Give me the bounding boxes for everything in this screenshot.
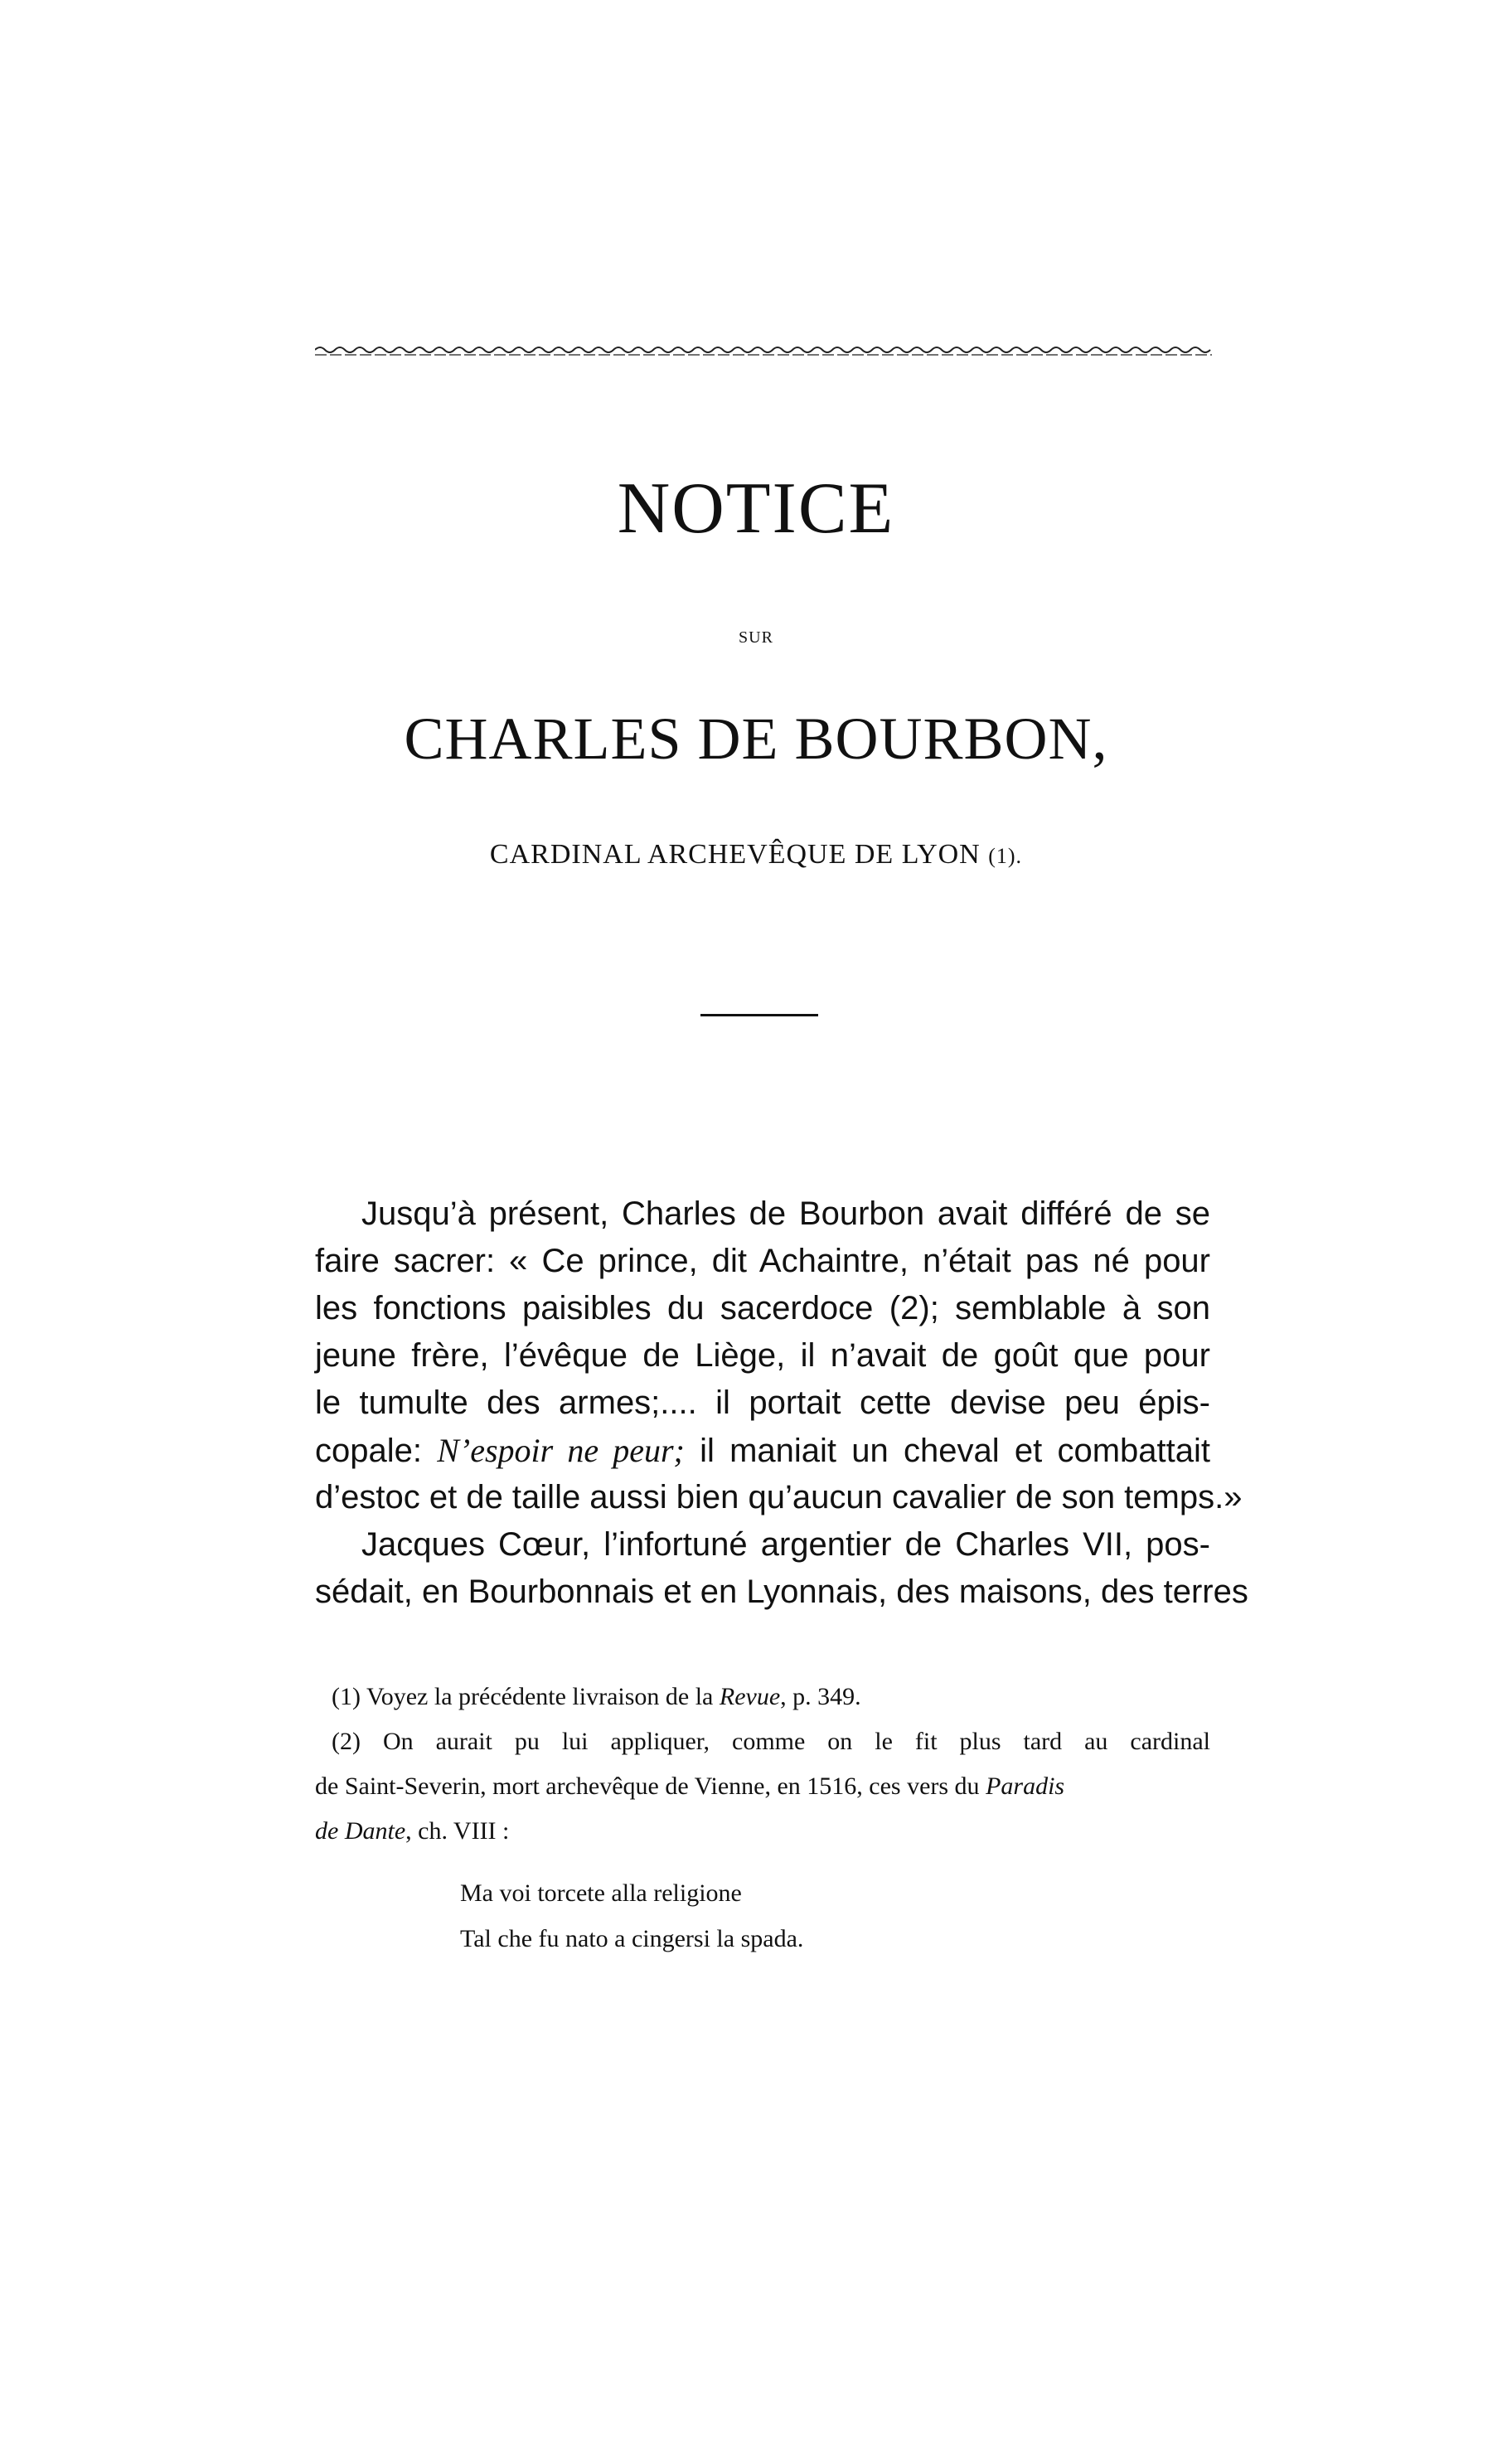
text-run: (1) Voyez la précédente livraison de la [332,1683,720,1710]
paragraph1-line: Jusqu’à présent, Charles de Bourbon avait différé de se [361,1195,1210,1232]
verse-line: Ma voi torcete alla religione [460,1879,742,1907]
subtitle-text: CARDINAL ARCHEVÊQUE DE LYON [489,839,981,870]
text-run: il maniait un cheval et combattait [684,1433,1210,1469]
page-subtitle [0,839,1512,870]
quoted-verse [460,1870,803,1962]
footnote-2-line [315,1764,1210,1809]
author-italic: de Dante [315,1817,406,1845]
paragraph1-line [315,1427,1210,1474]
journal-title-italic: Revue [719,1683,781,1710]
paragraph2-line: sédait, en Bourbonnais et en Lyonnais, des maisons, des terres [315,1574,1248,1610]
footnote-2-line: (2) On aurait pu lui appliquer, comme on le fit plus tard au cardinal [332,1728,1210,1755]
page-title: NOTICE [617,468,895,549]
verse-line: Tal che fu nato a cingersi la spada. [460,1925,804,1952]
motto-italic: N’espoir ne peur; [437,1432,685,1469]
section-divider [700,1014,818,1016]
title-connector: SUR [739,628,773,647]
text-run: , ch. VIII : [405,1817,510,1845]
paragraph2-line: Jacques Cœur, l’infortuné argentier de Charles VII, pos- [361,1526,1210,1563]
text-run: copale: [315,1433,438,1469]
work-title-italic: Paradis [986,1772,1065,1800]
paragraph1-line: les fonctions paisibles du sacerdoce (2); semblable à son [315,1290,1210,1326]
text-run: , p. 349. [780,1683,861,1710]
text-run: de Saint-Severin, mort archevêque de Vienne, en 1516, ces vers du [315,1772,986,1800]
paragraph1-line: d’estoc et de taille aussi bien qu’aucun cavalier de son temps.» [315,1479,1243,1515]
footnote-2-line [315,1809,1210,1854]
subtitle-footnote-ref: (1). [988,844,1023,868]
footnotes [315,1675,1210,1854]
decorative-rule-ornament [315,338,1212,363]
footnote-1 [332,1675,1210,1719]
paragraph1-line: jeune frère, l’évêque de Liège, il n’avait de goût que pour [315,1337,1210,1374]
paragraph1-line: le tumulte des armes;.... il portait cette devise peu épis- [315,1384,1210,1421]
body-text [315,1190,1248,1616]
paragraph1-line: faire sacrer: « Ce prince, dit Achaintre, n’était pas né pour [315,1243,1210,1279]
page-subject: CHARLES DE BOURBON, [404,706,1108,772]
